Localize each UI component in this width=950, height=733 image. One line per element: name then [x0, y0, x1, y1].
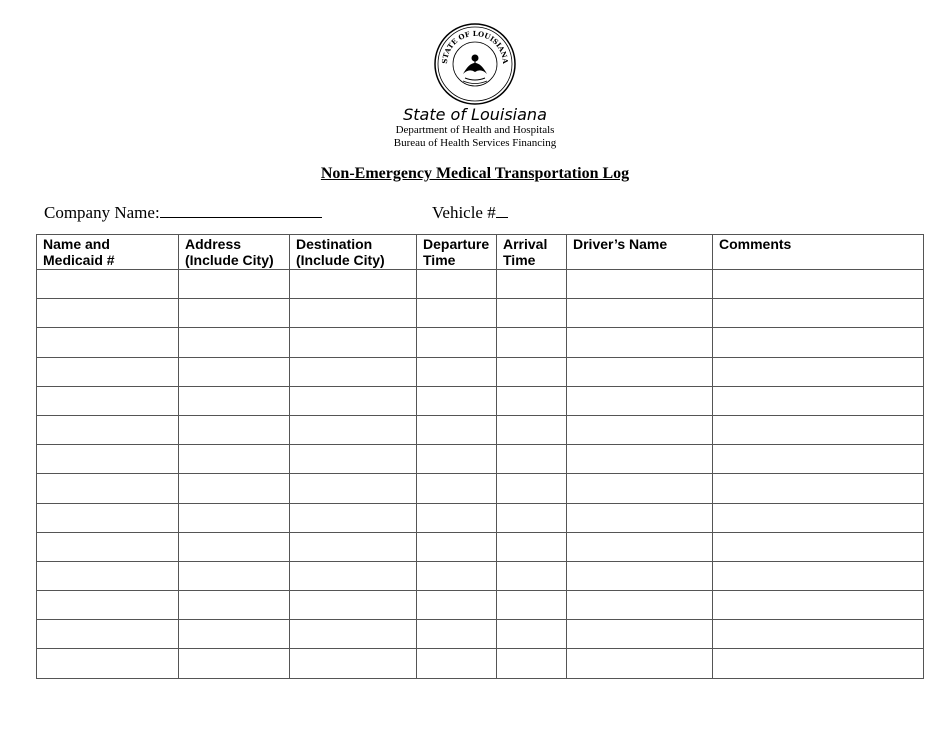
table-cell[interactable] [713, 649, 924, 678]
table-cell[interactable] [567, 503, 713, 532]
table-cell[interactable] [567, 561, 713, 590]
table-cell[interactable] [290, 445, 417, 474]
table-cell[interactable] [290, 474, 417, 503]
table-cell[interactable] [497, 270, 567, 299]
header-name-medicaid: Name and Medicaid # [37, 235, 179, 270]
header-arrival-time: Arrival Time [497, 235, 567, 270]
table-row [37, 357, 924, 386]
vehicle-field [432, 203, 508, 223]
vehicle-number-input[interactable] [496, 203, 508, 218]
table-row [37, 649, 924, 678]
table-cell[interactable] [37, 532, 179, 561]
table-cell[interactable] [179, 270, 290, 299]
table-cell[interactable] [567, 445, 713, 474]
table-cell[interactable] [290, 357, 417, 386]
table-cell[interactable] [417, 415, 497, 444]
table-cell[interactable] [37, 561, 179, 590]
table-row [37, 532, 924, 561]
table-cell[interactable] [713, 532, 924, 561]
table-row [37, 270, 924, 299]
table-cell[interactable] [179, 620, 290, 649]
table-row [37, 591, 924, 620]
table-cell[interactable] [713, 503, 924, 532]
table-cell[interactable] [567, 620, 713, 649]
table-cell[interactable] [179, 474, 290, 503]
table-row [37, 415, 924, 444]
vehicle-label: Vehicle # [432, 203, 496, 222]
table-cell[interactable] [417, 591, 497, 620]
table-cell[interactable] [567, 299, 713, 328]
table-cell[interactable] [567, 357, 713, 386]
state-seal-icon [433, 22, 517, 106]
table-cell[interactable] [179, 357, 290, 386]
table-row [37, 386, 924, 415]
table-cell[interactable] [37, 474, 179, 503]
table-cell[interactable] [713, 474, 924, 503]
table-cell[interactable] [567, 328, 713, 357]
table-cell[interactable] [179, 649, 290, 678]
table-cell[interactable] [497, 620, 567, 649]
table-row [37, 299, 924, 328]
table-cell[interactable] [179, 503, 290, 532]
table-cell[interactable] [37, 503, 179, 532]
table-cell[interactable] [417, 503, 497, 532]
table-cell[interactable] [37, 299, 179, 328]
table-cell[interactable] [417, 270, 497, 299]
table-cell[interactable] [713, 561, 924, 590]
table-cell[interactable] [290, 532, 417, 561]
table-cell[interactable] [290, 328, 417, 357]
table-cell[interactable] [417, 299, 497, 328]
table-cell[interactable] [179, 532, 290, 561]
table-cell[interactable] [497, 591, 567, 620]
table-cell[interactable] [567, 649, 713, 678]
table-cell[interactable] [497, 503, 567, 532]
table-cell[interactable] [713, 357, 924, 386]
table-row [37, 445, 924, 474]
table-cell[interactable] [37, 445, 179, 474]
table-cell[interactable] [179, 415, 290, 444]
table-cell[interactable] [37, 649, 179, 678]
table-cell[interactable] [497, 532, 567, 561]
header-drivers-name: Driver’s Name [567, 235, 713, 270]
table-cell[interactable] [713, 299, 924, 328]
table-cell[interactable] [497, 357, 567, 386]
table-cell[interactable] [567, 415, 713, 444]
table-cell[interactable] [179, 561, 290, 590]
table-cell[interactable] [179, 328, 290, 357]
table-cell[interactable] [179, 299, 290, 328]
table-cell[interactable] [713, 591, 924, 620]
table-cell[interactable] [417, 357, 497, 386]
company-label: Company Name: [44, 203, 160, 222]
department-name: Department of Health and Hospitals [395, 124, 555, 136]
table-cell[interactable] [37, 270, 179, 299]
table-cell[interactable] [713, 620, 924, 649]
table-cell[interactable] [567, 386, 713, 415]
table-row [37, 620, 924, 649]
table-cell[interactable] [417, 561, 497, 590]
table-cell[interactable] [497, 561, 567, 590]
table-cell[interactable] [290, 620, 417, 649]
table-cell[interactable] [567, 532, 713, 561]
table-cell[interactable] [567, 591, 713, 620]
table-cell[interactable] [417, 620, 497, 649]
table-cell[interactable] [37, 620, 179, 649]
table-cell[interactable] [290, 299, 417, 328]
table-cell[interactable] [497, 328, 567, 357]
table-cell[interactable] [497, 386, 567, 415]
table-cell[interactable] [713, 445, 924, 474]
company-name-input[interactable] [160, 203, 322, 218]
table-cell[interactable] [37, 386, 179, 415]
table-cell[interactable] [567, 474, 713, 503]
state-name: State of Louisiana [403, 105, 547, 124]
table-cell[interactable] [497, 445, 567, 474]
header-destination: Destination (Include City) [290, 235, 417, 270]
form-title: Non-Emergency Medical Transportation Log [320, 165, 630, 182]
table-cell[interactable] [417, 445, 497, 474]
header-address: Address (Include City) [179, 235, 290, 270]
header-comments: Comments [713, 235, 924, 270]
table-cell[interactable] [179, 445, 290, 474]
table-cell[interactable] [713, 415, 924, 444]
table-cell[interactable] [497, 649, 567, 678]
header-departure-time: Departure Time [417, 235, 497, 270]
table-cell[interactable] [37, 357, 179, 386]
table-row [37, 561, 924, 590]
bureau-name: Bureau of Health Services Financing [393, 137, 557, 149]
table-row [37, 328, 924, 357]
table-header-row [37, 235, 924, 270]
table-cell[interactable] [567, 270, 713, 299]
table-cell[interactable] [417, 532, 497, 561]
table-cell[interactable] [37, 328, 179, 357]
table-cell[interactable] [290, 649, 417, 678]
svg-text:STATE OF LOUISIANA: STATE OF LOUISIANA [439, 28, 511, 65]
table-cell[interactable] [713, 270, 924, 299]
table-cell[interactable] [417, 328, 497, 357]
table-cell[interactable] [290, 415, 417, 444]
table-row [37, 503, 924, 532]
table-cell[interactable] [37, 415, 179, 444]
table-cell[interactable] [290, 561, 417, 590]
transportation-log-table [36, 234, 924, 679]
table-cell[interactable] [290, 270, 417, 299]
table-cell[interactable] [497, 415, 567, 444]
table-cell[interactable] [417, 649, 497, 678]
table-cell[interactable] [713, 328, 924, 357]
table-cell[interactable] [290, 503, 417, 532]
table-cell[interactable] [713, 386, 924, 415]
table-cell[interactable] [417, 386, 497, 415]
table-row [37, 474, 924, 503]
table-cell[interactable] [417, 474, 497, 503]
table-cell[interactable] [290, 591, 417, 620]
company-field [44, 203, 322, 223]
table-cell[interactable] [497, 299, 567, 328]
table-cell[interactable] [497, 474, 567, 503]
table-cell[interactable] [179, 386, 290, 415]
table-cell[interactable] [179, 591, 290, 620]
table-cell[interactable] [37, 591, 179, 620]
table-cell[interactable] [290, 386, 417, 415]
letterhead [0, 22, 950, 150]
